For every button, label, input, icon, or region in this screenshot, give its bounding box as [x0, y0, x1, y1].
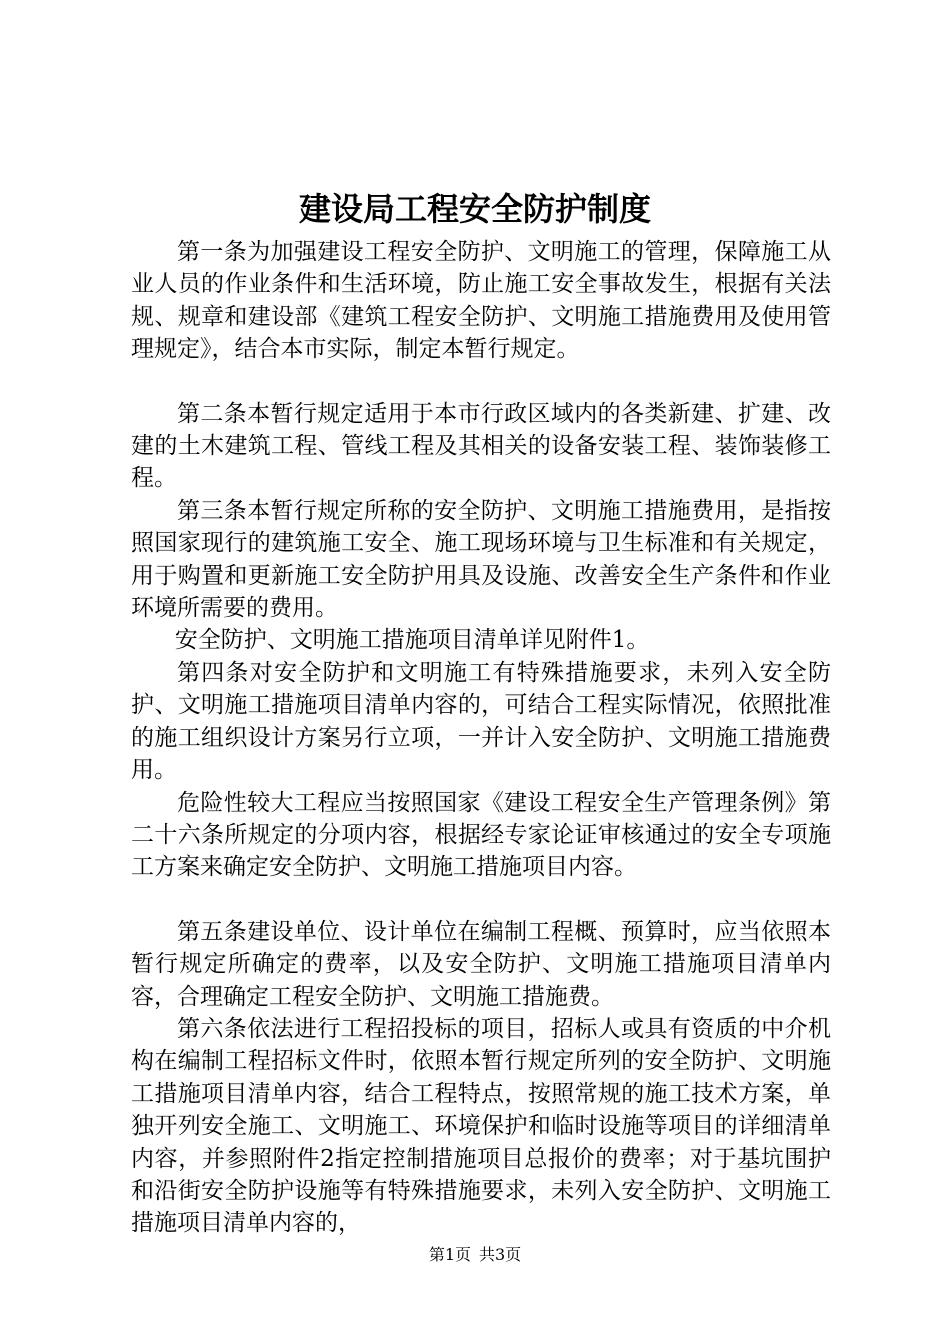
document-body — [131, 236, 831, 1240]
page-total: 共3页 — [479, 1245, 522, 1264]
paragraph-article-6: 第六条依法进行工程招投标的项目，招标人或具有资质的中介机构在编制工程招标文件时，依照本暂行规定所列的安全防护、文明施工措施项目清单内容，结合工程特点，按照常规的施工技术方案，单独开列安全施工、文明施工、环境保护和临时设施等项目的详细清单内容，并参照附件2指定控制措施项目总报价的费率；对于基坑围护和沿街安全防护设施等有特殊措施要求，未列入安全防护、文明施工措施项目清单内容的， — [131, 1015, 831, 1237]
page-number: 第1页 — [428, 1245, 471, 1264]
page-footer — [0, 1244, 950, 1266]
paragraph-attachment-note: 安全防护、文明施工措施项目清单详见附件1。 — [174, 627, 650, 654]
paragraph-article-2: 第二条本暂行规定适用于本市行政区域内的各类新建、扩建、改建的土木建筑工程、管线工程及其相关的设备安装工程、装饰装修工程。 — [131, 400, 831, 492]
paragraph-article-1: 第一条为加强建设工程安全防护、文明施工的管理，保障施工从业人员的作业条件和生活环境，防止施工安全事故发生，根据有关法规、规章和建设部《建筑工程安全防护、文明施工措施费用及使用管理规定》，结合本市实际，制定本暂行规定。 — [131, 239, 831, 363]
document-title: 建设局工程安全防护制度 — [298, 190, 651, 228]
paragraph-article-4: 第四条对安全防护和文明施工有特殊措施要求，未列入安全防护、文明施工措施项目清单内容的，可结合工程实际情况，依照批准的施工组织设计方案另行立项，一并计入安全防护、文明施工措施费用。 — [131, 659, 831, 784]
paragraph-article-3: 第三条本暂行规定所称的安全防护、文明施工措施费用，是指按照国家现行的建筑施工安全、施工现场环境与卫生标准和有关规定，用于购置和更新施工安全防护用具及设施、改善安全生产条件和作业环境所需要的费用。 — [131, 497, 831, 622]
paragraph-article-5: 第五条建设单位、设计单位在编制工程概、预算时，应当依照本暂行规定所确定的费率，以及安全防护、文明施工措施项目清单内容，合理确定工程安全防护、文明施工措施费。 — [131, 918, 831, 1010]
paragraph-hazard-projects: 危险性较大工程应当按照国家《建设工程安全生产管理条例》第二十六条所规定的分项内容，根据经专家论证审核通过的安全专项施工方案来确定安全防护、文明施工措施项目内容。 — [131, 789, 831, 881]
